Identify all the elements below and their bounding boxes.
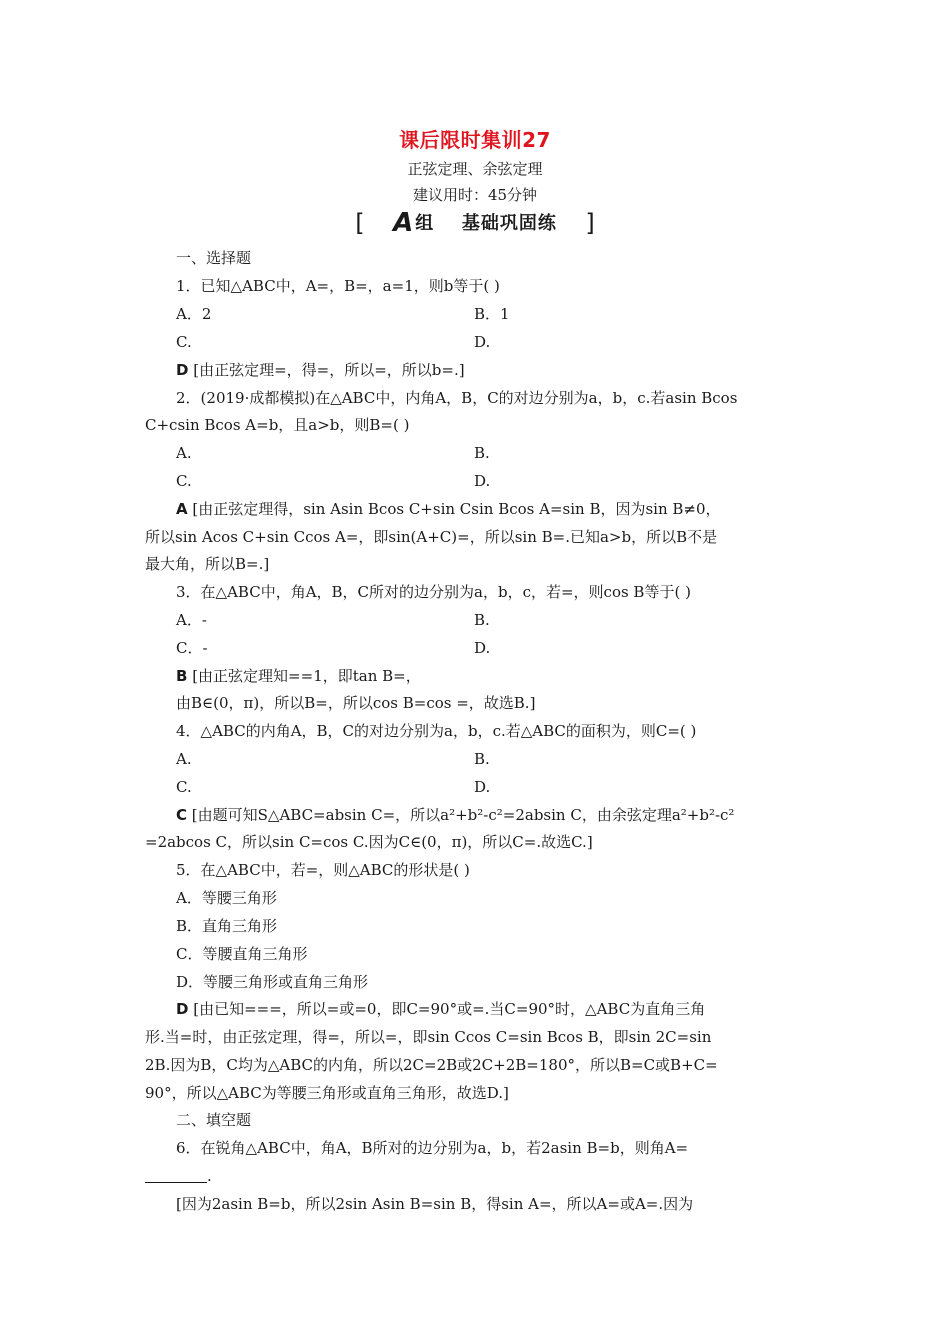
bracket-left: [ [355,209,365,237]
group-name: 基础巩固练 [461,213,557,234]
line-text: 3．在△ABC中，角A，B，C所对的边分别为a，b，c，若=，则cos B等于( ) [176,583,691,601]
text-line-a6 [176,1194,693,1214]
line-text: [由正弦定理得，sin Asin Bcos C+sin Csin Bcos A=sin B，因为sin B≠0， [187,500,721,518]
page-subtitle: 正弦定理、余弦定理 [407,160,543,178]
text-line-a1 [176,360,465,380]
line-text: C. [176,778,192,796]
line-text: [由正弦定理=，得=，所以=，所以b=.] [188,361,465,379]
line-text: B．直角三角形 [176,917,278,935]
text-line-a4 [176,805,734,825]
text-line-q4a [176,749,192,769]
bracket-right: ] [585,209,595,237]
answer-letter: B [176,667,188,685]
text-line-q5a [176,888,277,908]
line-text: C. [176,333,192,351]
text-line-a4b [145,832,593,852]
line-text: [由正弦定理知==1，即tan B=， [187,667,421,685]
answer-letter: D [176,1000,189,1018]
text-line-q2oa [176,443,192,463]
line-text: 90°，所以△ABC为等腰三角形或直角三角形，故选D.] [145,1084,509,1102]
line-text: C. [176,472,192,490]
line-text: 1．已知△ABC中，A=，B=，a=1，则b等于( ) [176,277,500,295]
line-text: 2．(2019·成都模拟)在△ABC中，内角A，B，C的对边分别为a，b，c.若asin Bcos [176,389,738,407]
text-line-a3 [176,666,421,686]
page-title: 课后限时集训27 [399,128,551,152]
text-line-a2 [176,499,721,519]
text-line-q5 [176,860,470,880]
text-line-q4 [176,721,696,741]
line-text: 5．在△ABC中，若=，则△ABC的形状是( ) [176,861,470,879]
text-line-q2b [145,415,409,435]
line-text: D．等腰三角形或直角三角形 [176,973,369,991]
line-text: [由题可知S△ABC=absin C=，所以a²+b²-c²=2absin C，由余弦定理a²+b²-c² [187,806,735,824]
group-word: 组 [415,213,434,234]
text-line-q4b [474,749,490,769]
group-heading [0,208,950,238]
text-line-q1 [176,276,500,296]
text-line-q2 [176,388,737,408]
line-text: C．- [176,639,208,657]
group-letter: A [393,208,414,238]
line-text: 4．△ABC的内角A，B，C的对边分别为a，b，c.若△ABC的面积为，则C=( ) [176,722,697,740]
line-text: 最大角，所以B=.] [145,555,270,573]
text-line-q3d [474,638,490,658]
text-line-q2ob [474,443,490,463]
line-text: [因为2asin B=b，所以2sin Asin B=sin B，得sin A=，所以A=或A=.因为 [176,1195,694,1213]
line-text: D. [474,333,491,351]
line-text: C+csin Bcos A=b，且a>b，则B=( ) [145,416,410,434]
text-line-q3a [176,610,207,630]
line-text: 二、填空题 [176,1111,252,1129]
text-line-q2oc [176,471,192,491]
line-text: A．等腰三角形 [176,889,277,907]
line-text: A. [176,444,192,462]
line-text: D. [474,639,491,657]
text-line-q5c [176,944,307,964]
line-text: C．等腰直角三角形 [176,945,308,963]
line-text: 形.当=时，由正弦定理，得=，所以=，即sin Ccos C=sin Bcos B，即sin 2C=sin [145,1028,712,1046]
text-line-q2od [474,471,490,491]
line-text: [由已知===，所以=或=0，即C=90°或=.当C=90°时，△ABC为直角三角 [188,1000,706,1018]
text-line-a5c [145,1055,718,1075]
text-line-a2b [145,527,717,547]
text-line-q3b [474,610,490,630]
text-line-a5b [145,1027,711,1047]
text-line-sec1 [176,248,251,268]
line-text: B．1 [474,305,510,323]
line-text: A. [176,750,192,768]
line-text: A．2 [176,305,212,323]
line-text: D. [474,472,491,490]
text-line-q6 [176,1138,688,1158]
text-line-q6b [145,1166,212,1186]
line-text: B. [474,611,490,629]
text-line-q3c [176,638,208,658]
answer-letter: C [176,806,188,824]
line-text: B. [474,444,490,462]
suggested-time: 建议用时：45分钟 [412,186,538,204]
line-text: 一、选择题 [176,249,252,267]
text-line-q5d [176,972,368,992]
text-line-q1c [176,332,192,352]
text-line-q1d [474,332,490,352]
line-text: 所以sin Acos C+sin Ccos A=，即sin(A+C)=，所以sin B=.已知a>b，所以B不是 [145,528,718,546]
text-line-sec2 [176,1110,251,1130]
line-text: D. [474,778,491,796]
text-line-a5d [145,1083,509,1103]
answer-blank[interactable] [145,1168,207,1183]
text-line-q4d [474,777,490,797]
answer-letter: A [176,500,188,518]
text-line-a2c [145,554,269,574]
text-line-q1a [176,304,211,324]
text-line-q5b [176,916,277,936]
text-line-q3 [176,582,691,602]
line-text: 2B.因为B，C均为△ABC的内角，所以2C=2B或2C+2B=180°，所以B=C或B+C= [145,1056,718,1074]
text-line-a3b [176,693,535,713]
line-text: A．- [176,611,207,629]
text-line-a5 [176,999,705,1019]
line-text: 6．在锐角△ABC中，角A，B所对的边分别为a，b，若2asin B=b，则角A= [176,1139,689,1157]
text-line-q1b [474,304,510,324]
line-text: B. [474,750,490,768]
line-text: 由B∈(0，π)，所以B=，所以cos B=cos =，故选B.] [176,694,536,712]
line-text: =2abcos C，所以sin C=cos C.因为C∈(0，π)，所以C=.故选C.] [145,833,593,851]
answer-letter: D [176,361,189,379]
text-line-q4c [176,777,192,797]
line-text: . [207,1167,212,1185]
